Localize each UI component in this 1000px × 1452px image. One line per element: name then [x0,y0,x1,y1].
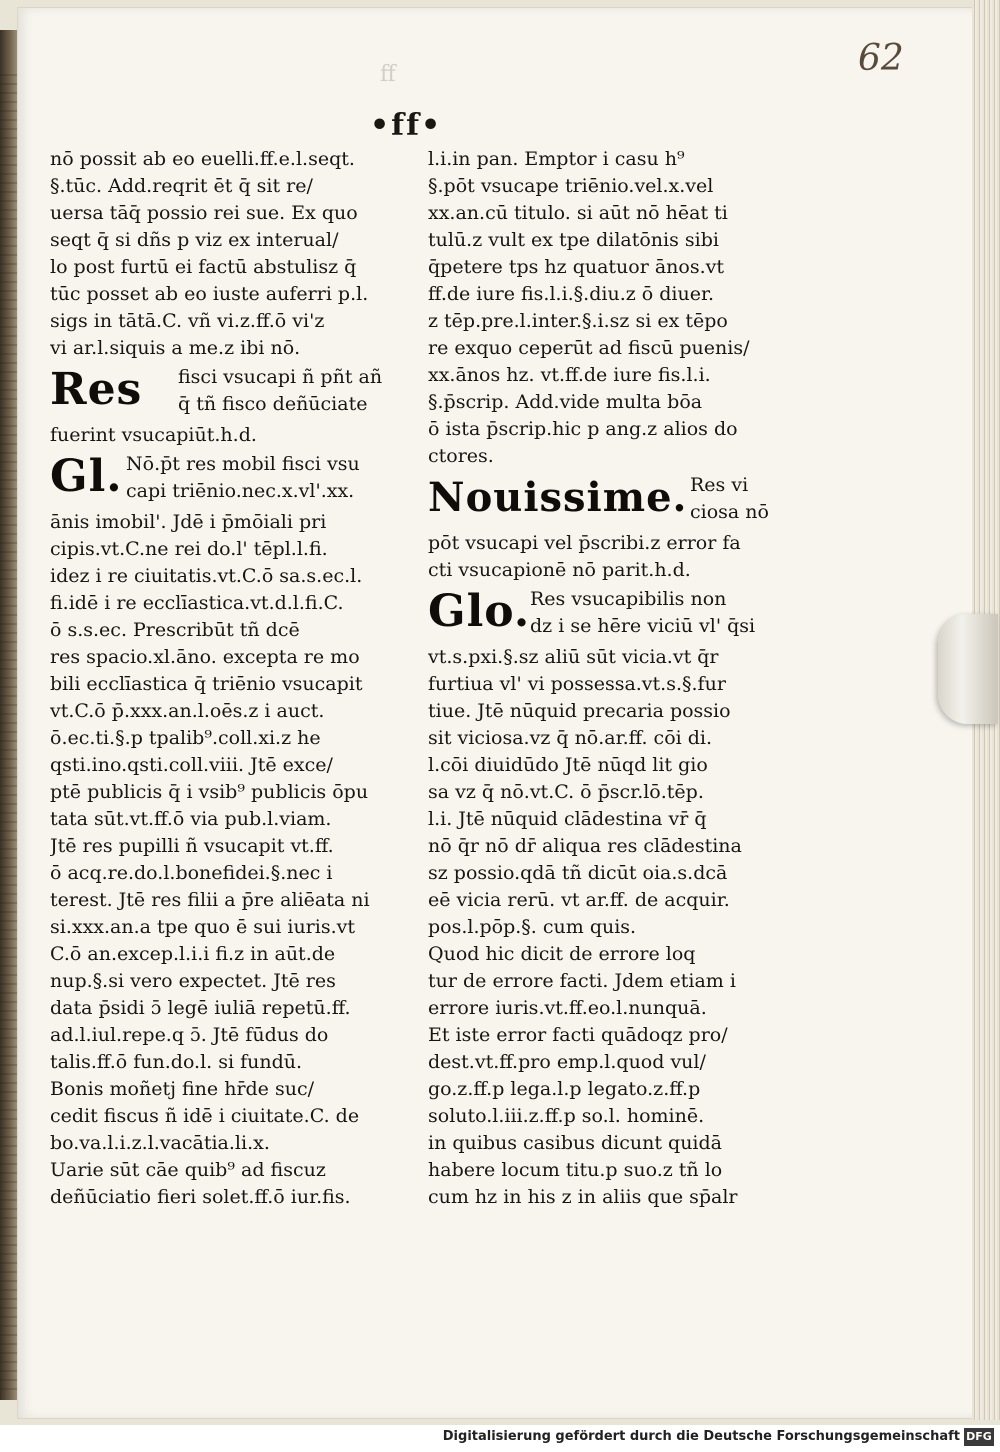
text-line: ctores. [428,445,494,467]
page-clip [938,614,998,724]
rubric-word: Gl. [50,451,123,502]
text-line: q̄petere tps hz quatuor ānos.vt [428,256,725,278]
text-line: §.tūc. Add.reqrit ēt q̄ sit re/ [50,175,313,197]
section-heading-glo [428,586,773,642]
text-line: nō possit ab eo euelli.ff.e.l.seqt. [50,148,355,170]
text-line: cum hz in his z in aliis que sp̄alr [428,1186,738,1208]
funding-credit: Digitalisierung gefördert durch die Deutsche Forschungsgemeinschaft [442,1429,960,1444]
folio-number: 62 [858,38,904,79]
heading-line: Nō.p̄t res mobil fisci vsu [126,453,360,475]
text-line: Jtē res pupilli ñ vsucapit vt.ff. [50,835,334,857]
rubric-word: Nouissime. [428,474,688,521]
text-line: pos.l.pōp.§. cum quis. [428,916,637,938]
text-line: re exquo ceperūt ad fiscū puenis/ [428,337,750,359]
text-line: l.cōi diuidūdo Jtē nūqd lit gio [428,754,708,776]
text-line: pōt vsucapi vel p̄scribi.z error fa [428,532,741,554]
text-line: ad.l.iul.repe.q ɔ̄. Jtē fūdus do [50,1024,329,1046]
left-lines-a [50,146,390,362]
section-heading-gl [50,451,390,507]
heading-line: dz i se hēre viciū vl' q̄si [530,615,756,637]
heading-line: ciosa nō [690,501,769,523]
text-line: tūc posset ab eo iuste auferri p.l. [50,283,369,305]
heading-line: Res vi [690,474,749,496]
text-line: res spacio.xl.āno. excepta re mo [50,646,360,668]
text-line: cedit fiscus ñ idē i ciuitate.C. de [50,1105,360,1127]
text-line: z tēp.pre.l.inter.§.i.sz si ex tēpo [428,310,728,332]
right-lines-a [428,146,773,470]
text-line: uersa tāq̄ possio rei sue. Ex quo [50,202,358,224]
section-heading-nouissime [428,472,773,528]
text-line: in quibus casibus dicunt quidā [428,1132,722,1154]
text-line: ō ista p̄scrip.hic p ang.z alios do [428,418,738,440]
left-lines-c [50,509,390,1211]
text-line: C.ō an.excep.l.i.i fi.z in aūt.de [50,943,336,965]
text-line: sigs in tātā.C. vñ vi.z.ff.ō vi'z [50,310,325,332]
dfg-logo: DFG [964,1428,994,1446]
text-line: Et iste error facti quādoqz pro/ [428,1024,728,1046]
right-lines-b [428,530,773,584]
text-line: furtiua vl' vi possessa.vt.s.§.fur [428,673,726,695]
text-line: si.xxx.an.a tpe quo ē sui iuris.vt [50,916,356,938]
text-line: tata sūt.vt.ff.ō via pub.l.viam. [50,808,332,830]
right-lines-c [428,644,773,1211]
text-line: tur de errore facti. Jdem etiam i [428,970,736,992]
text-line: l.i. Jtē nūquid clādestina vr̄ q̄ [428,808,707,830]
text-line: ō.ec.ti.§.p tpalib⁹.coll.xi.z he [50,727,321,749]
text-line: ānis imobil'. Jdē i p̄mōiali pri [50,511,327,533]
text-line: xx.an.cū titulo. si aūt nō hēat ti [428,202,728,224]
text-line: Uarie sūt cāe quib⁹ ad fiscuz [50,1159,326,1181]
text-line: data p̄sidi ɔ̄ legē iuliā repetū.ff. [50,997,351,1019]
left-lines-b [50,422,390,449]
rubric-word: Glo. [428,586,531,637]
text-line: l.i.in pan. Emptor i casu h⁹ [428,148,685,170]
text-line: eē vicia rerū. vt ar.ff. de acquir. [428,889,730,911]
text-line: nō q̄r nō dr̄ aliqua res clādestina [428,835,742,857]
running-head: •ff• [370,108,443,143]
text-line: talis.ff.ō fun.do.l. si fundū. [50,1051,303,1073]
section-heading-res [50,364,390,420]
text-line: §.p̄scrip. Add.vide multa bōa [428,391,703,413]
text-line: vt.C.ō p̄.xxx.an.l.oēs.z i auct. [50,700,325,722]
text-line: dest.vt.ff.pro emp.l.quod vul/ [428,1051,706,1073]
rubric-word: Res [50,364,143,415]
text-line: fi.idē i re ecclīastica.vt.d.l.fi.C. [50,592,344,614]
text-line: sz possio.qdā tñ dicūt oia.s.dcā [428,862,728,884]
heading-line: capi triēnio.nec.x.vl'.xx. [126,480,355,502]
text-line: soluto.l.iii.z.ff.p so.l. hominē. [428,1105,705,1127]
text-line: ō acq.re.do.l.bonefidei.§.nec i [50,862,333,884]
text-line: fuerint vsucapiūt.h.d. [50,424,257,446]
text-line: tiue. Jtē nūquid precaria possio [428,700,731,722]
text-line: go.z.ff.p lega.l.p legato.z.ff.p [428,1078,701,1100]
text-line: bo.va.l.i.z.l.vacātia.li.x. [50,1132,270,1154]
text-line: ptē publicis q̄ i vsib⁹ publicis ōpu [50,781,369,803]
text-line: deñūciatio fieri solet.ff.ō iur.fis. [50,1186,351,1208]
heading-line: fisci vsucapi ñ pñt añ [178,366,383,388]
text-line: cipis.vt.C.ne rei do.l' tēpl.l.fi. [50,538,328,560]
text-line: cti vsucapionē nō parit.h.d. [428,559,691,581]
heading-line: Res vsucapibilis non [530,588,727,610]
text-line: idez i re ciuitatis.vt.C.ō sa.s.ec.l. [50,565,363,587]
text-line: xx.ānos hz. vt.ff.de iure fis.l.i. [428,364,711,386]
text-line: tulū.z vult ex tpe dilatōnis sibi [428,229,719,251]
bleed-through-text: ff [380,62,396,87]
text-line: seqt q̄ si dñs p viz ex interual/ [50,229,339,251]
text-line: ff.de iure fis.l.i.§.diu.z ō diuer. [428,283,715,305]
footer-bar [0,1425,1000,1452]
text-line: Bonis moñetj fine hr̄de suc/ [50,1078,314,1100]
text-line: qsti.ino.qsti.coll.viii. Jtē exce/ [50,754,333,776]
heading-line: q̄ tñ fisco deñūciate [178,393,368,415]
text-line: habere locum titu.p suo.z tñ lo [428,1159,723,1181]
text-line: Quod hic dicit de errore loq [428,943,696,965]
text-line: vi ar.l.siquis a me.z ibi nō. [50,337,301,359]
text-line: sit viciosa.vz q̄ nō.ar.ff. cōi di. [428,727,713,749]
right-column [428,146,773,1211]
text-line: ō s.s.ec. Prescribūt tñ dcē [50,619,300,641]
left-column [50,146,390,1211]
text-line: terest. Jtē res filii a p̄re aliēata ni [50,889,370,911]
text-line: bili ecclīastica q̄ triēnio vsucapit [50,673,363,695]
text-line: errore iuris.vt.ff.eo.l.nunquā. [428,997,707,1019]
text-line: lo post furtū ei factū abstulisz q̄ [50,256,357,278]
text-line: §.pōt vsucape triēnio.vel.x.vel [428,175,714,197]
text-line: vt.s.pxi.§.sz aliū sūt vicia.vt q̄r [428,646,719,668]
text-line: nup.§.si vero expectet. Jtē res [50,970,336,992]
text-line: sa vz q̄ nō.vt.C. ō p̄scr.lō.tēp. [428,781,704,803]
